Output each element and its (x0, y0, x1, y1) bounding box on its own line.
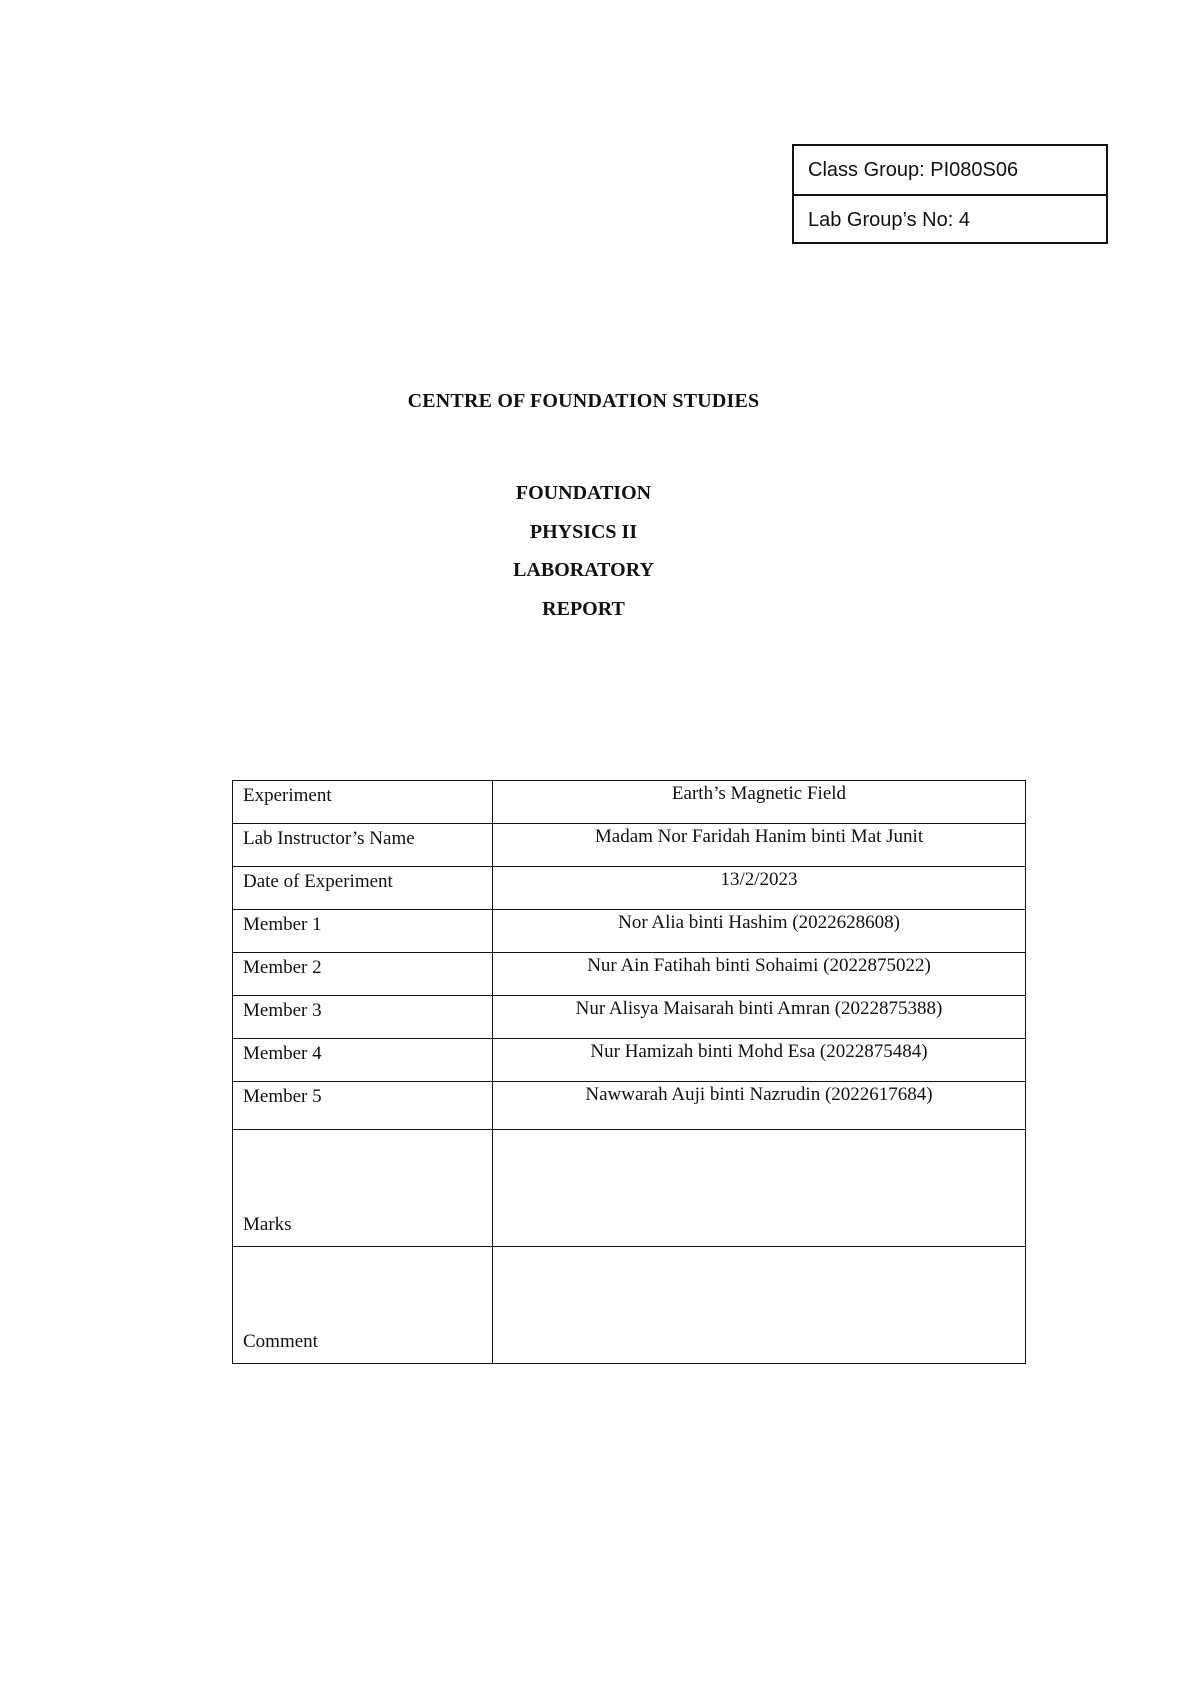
row-label: Member 4 (233, 1039, 493, 1082)
row-label: Member 3 (233, 996, 493, 1039)
table-row (233, 1082, 1026, 1130)
table-row (233, 953, 1026, 996)
class-info-box (792, 144, 1108, 244)
row-label: Date of Experiment (233, 867, 493, 910)
row-value: Nur Alisya Maisarah binti Amran (2022875388) (493, 996, 1026, 1039)
row-value: Madam Nor Faridah Hanim binti Mat Junit (493, 824, 1026, 867)
subtitle-line-4: REPORT (542, 598, 625, 620)
table-row (233, 1039, 1026, 1082)
table-row (233, 824, 1026, 867)
comment-value (493, 1247, 1026, 1364)
table-row (233, 996, 1026, 1039)
subtitle-line-1: FOUNDATION (515, 482, 652, 504)
row-label: Member 1 (233, 910, 493, 953)
row-value: Nawwarah Auji binti Nazrudin (2022617684) (493, 1082, 1026, 1130)
table-row (233, 910, 1026, 953)
row-value: Earth’s Magnetic Field (493, 781, 1026, 824)
subtitle-line-2: PHYSICS II (529, 521, 638, 543)
row-label: Experiment (233, 781, 493, 824)
table-row-comment (233, 1247, 1026, 1364)
row-value: Nor Alia binti Hashim (2022628608) (493, 910, 1026, 953)
report-details-table (232, 780, 1026, 1364)
centre-title: CENTRE OF FOUNDATION STUDIES (407, 390, 760, 412)
table-row (233, 781, 1026, 824)
class-group-text: Class Group: PI080S06 (808, 159, 1019, 181)
row-label: Lab Instructor’s Name (233, 824, 493, 867)
marks-label: Marks (233, 1130, 493, 1247)
lab-group-text: Lab Group’s No: 4 (794, 194, 1106, 242)
row-value: Nur Ain Fatihah binti Sohaimi (2022875022) (493, 953, 1026, 996)
row-value: Nur Hamizah binti Mohd Esa (2022875484) (493, 1039, 1026, 1082)
row-label: Member 2 (233, 953, 493, 996)
marks-value (493, 1130, 1026, 1247)
comment-label: Comment (233, 1247, 493, 1364)
row-value: 13/2/2023 (493, 867, 1026, 910)
row-label: Member 5 (233, 1082, 493, 1130)
table-row (233, 867, 1026, 910)
subtitle-line-3: LABORATORY (513, 559, 654, 581)
table-row-marks (233, 1130, 1026, 1247)
